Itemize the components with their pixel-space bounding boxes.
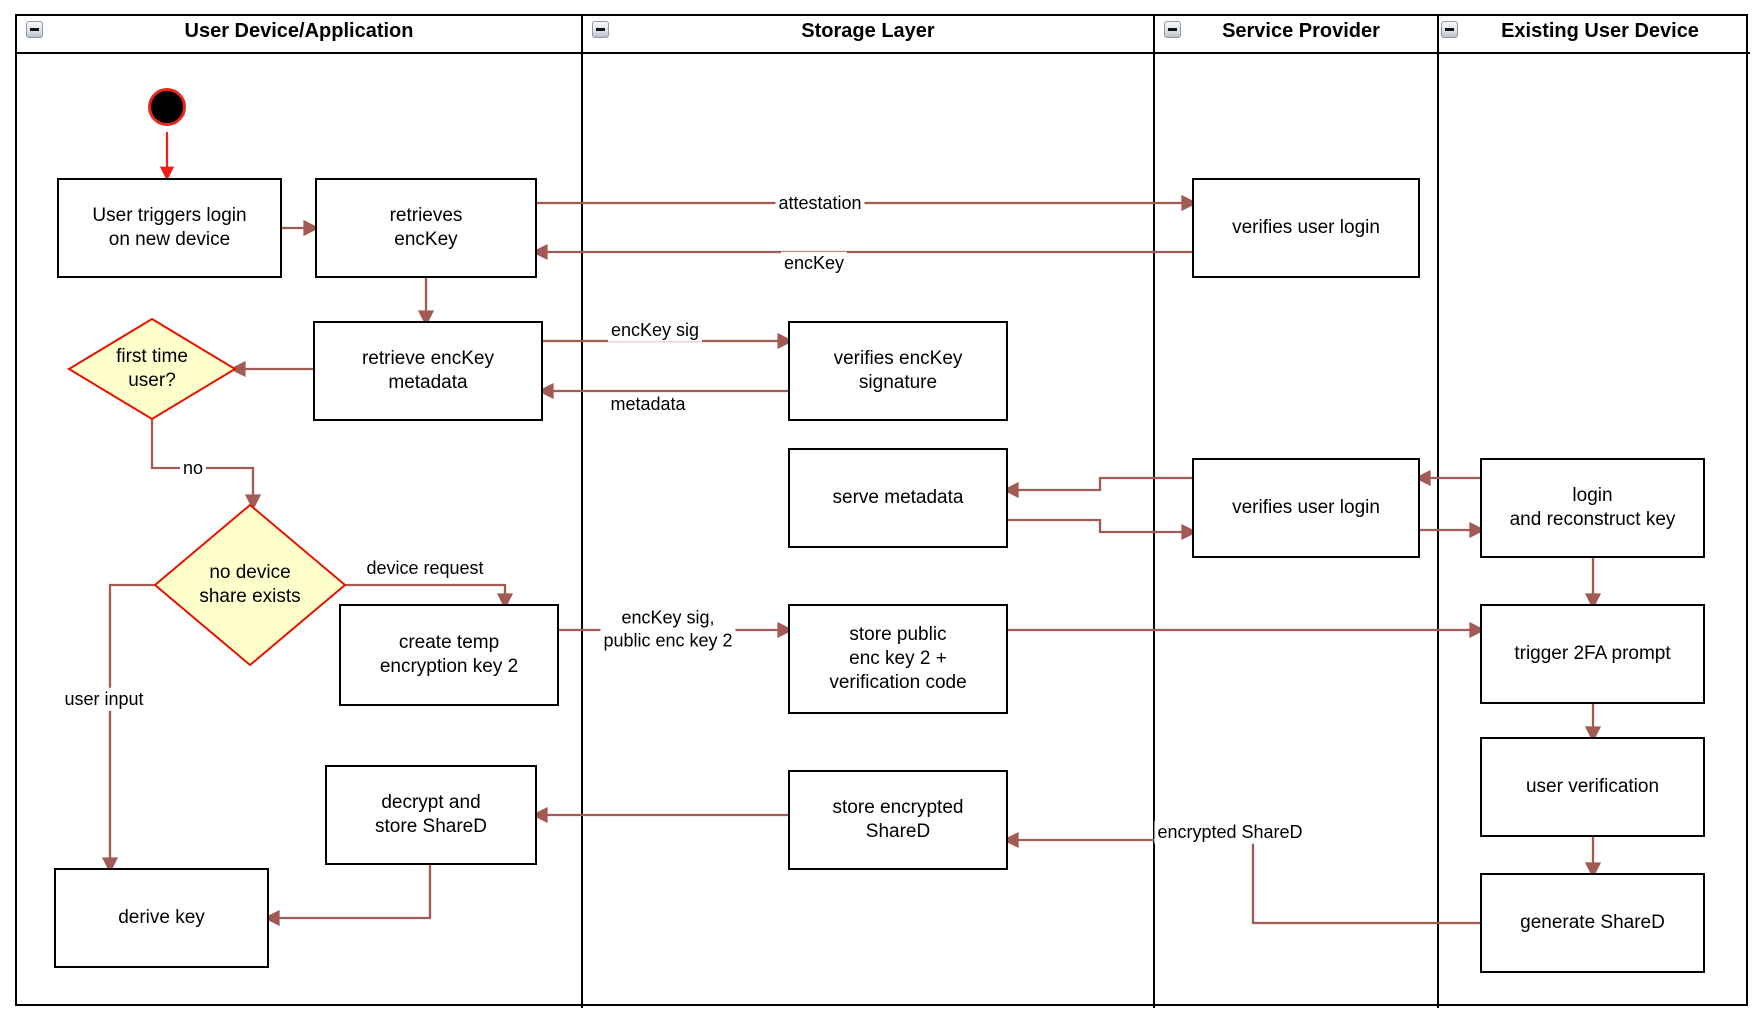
edge-label-metadata: metadata [607, 393, 688, 416]
action-verifies-enckey-signature[interactable]: verifies encKey signature [788, 321, 1008, 421]
action-verifies-user-login-2[interactable]: verifies user login [1192, 458, 1420, 558]
action-retrieves-enckey[interactable]: retrieves encKey [315, 178, 537, 278]
edge-device-request [345, 585, 505, 595]
lane-header-user-device[interactable]: User Device/Application [184, 20, 414, 42]
edge-label-attestation: attestation [775, 192, 864, 215]
action-retrieve-enckey-metadata[interactable]: retrieve encKey metadata [313, 321, 543, 421]
action-generate-shared[interactable]: generate ShareD [1480, 873, 1705, 973]
edge-encrypted-shared [1017, 840, 1480, 923]
action-verifies-user-login-1[interactable]: verifies user login [1192, 178, 1420, 278]
edge-label-enckey-sig-public-key2: encKey sig, public enc key 2 [600, 607, 735, 652]
action-derive-key[interactable]: derive key [54, 868, 269, 968]
edge-label-enckey-sig: encKey sig [608, 319, 702, 342]
action-serve-metadata[interactable]: serve metadata [788, 448, 1008, 548]
edge-user-input [110, 585, 155, 859]
action-store-public-enc-key2[interactable]: store public enc key 2 + verification code [788, 604, 1008, 714]
edge-label-user-input: user input [61, 688, 146, 711]
lane-header-service-provider[interactable]: Service Provider [1222, 20, 1380, 42]
edge-label-device-request: device request [363, 557, 486, 580]
initial-node[interactable] [148, 88, 186, 126]
action-decrypt-store-shared[interactable]: decrypt and store ShareD [325, 765, 537, 865]
action-user-verification[interactable]: user verification [1480, 737, 1705, 837]
edge-verifies2-to-serve [1017, 478, 1192, 490]
edge-decrypt-to-derive [278, 865, 430, 918]
decision-no-device-share[interactable]: no device share exists [199, 561, 301, 607]
lane-header-existing-user-device[interactable]: Existing User Device [1501, 20, 1699, 42]
action-login-reconstruct-key[interactable]: login and reconstruct key [1480, 458, 1705, 558]
edge-label-encrypted-shared: encrypted ShareD [1154, 821, 1305, 844]
lane-header-storage-layer[interactable]: Storage Layer [801, 20, 935, 42]
edge-label-no: no [180, 457, 206, 480]
decision-first-time-user[interactable]: first time user? [116, 345, 188, 391]
action-create-temp-key2[interactable]: create temp encryption key 2 [339, 604, 559, 706]
action-store-encrypted-shared[interactable]: store encrypted ShareD [788, 770, 1008, 870]
edge-serve-to-verifies2 [1008, 520, 1183, 532]
action-user-triggers-login[interactable]: User triggers login on new device [57, 178, 282, 278]
edge-label-enckey: encKey [781, 252, 847, 275]
action-trigger-2fa-prompt[interactable]: trigger 2FA prompt [1480, 604, 1705, 704]
